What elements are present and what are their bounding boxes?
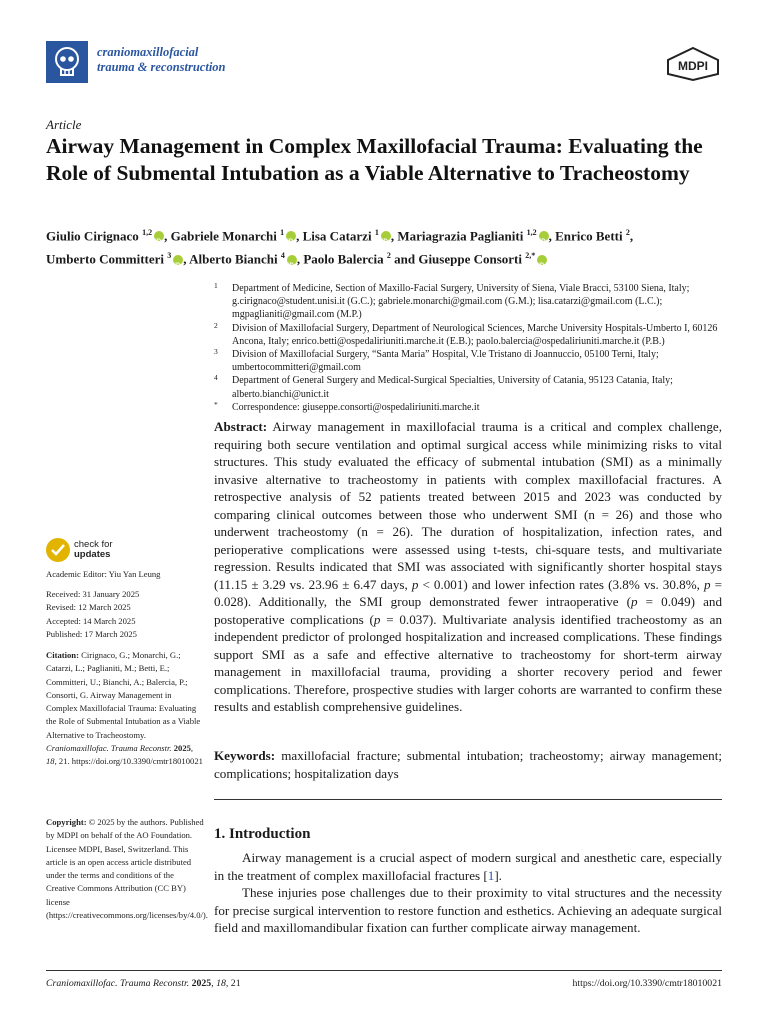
abstract-text-2: < 0.001) and lower infection rates (3.8% vs. 30.8%, [418, 576, 704, 592]
section-heading: 1. Introduction [214, 826, 311, 842]
article-type: Article [46, 117, 82, 132]
author-affiliation-marker: 2 [386, 251, 391, 261]
affiliation-text: Correspondence: giuseppe.consorti@ospedaliriuniti.marche.it [232, 401, 480, 413]
keywords [214, 747, 722, 782]
author-name: Enrico Betti [555, 228, 623, 244]
revised-date: Revised: 12 March 2025 [46, 602, 131, 613]
author-separator: and [390, 251, 419, 267]
orcid-icon[interactable] [286, 231, 296, 241]
citation-doi[interactable]: , 21. https://doi.org/10.3390/cmtr18010021 [54, 756, 203, 767]
author-affiliation-marker: 1 [374, 228, 379, 237]
affiliation-text: Department of Medicine, Section of Maxillo-Facial Surgery, University of Siena, Viale Bracci, 53100 Siena, Italy; g.cirignaco@student.unisi.it (G.C.); gabriele.monarchi@gmail.com (G.M.); lisa.catarzi@gmail.com (L.C.); mgpaglianiti@gmail.com (M.P.) [232, 283, 690, 321]
author-affiliation-marker: 1 [280, 228, 285, 237]
accepted-date: Accepted: 14 March 2025 [46, 615, 136, 626]
affiliation-number: 3 [214, 347, 218, 357]
affiliation-text: Department of General Surgery and Medical-Surgical Specialties, University of Catania, 95123 Catania, Italy; alberto.bianchi@unict.it [232, 375, 673, 400]
affiliation-item [214, 282, 726, 322]
affiliation-text: Division of Maxillofacial Surgery, Department of Neurological Sciences, Marche University Hospitals-Umberto I, 60126 Ancona, Italy; enrico.betti@ospedaliriuniti.marche.it (E.B.); paolo.balercia@ospedaliriuniti.marche.it (P.B.) [232, 322, 718, 347]
affiliation-item [214, 401, 726, 414]
copyright-label: Copyright: [46, 817, 87, 827]
orcid-icon[interactable] [287, 255, 297, 265]
orcid-icon[interactable] [381, 231, 391, 241]
skull-logo-icon [46, 41, 88, 83]
affiliation-item [214, 374, 726, 400]
affiliation-item [214, 322, 726, 348]
footer-citation [46, 978, 241, 989]
intro-paragraph [214, 849, 722, 884]
author-separator: , [296, 251, 304, 267]
footer-volume: 18 [216, 978, 226, 989]
check-for-updates-label [74, 540, 113, 560]
footer-journal: Craniomaxillofac. Trauma Reconstr. [46, 978, 190, 989]
abstract-text-4: = 0.049) and postoperative complications ( [214, 594, 722, 627]
article-title: Airway Management in Complex Maxillofacial Trauma: Evaluating the Role of Submental Intubation as a Viable Alternative to Tracheostomy [46, 134, 703, 185]
abstract-p-symbol: p [411, 576, 419, 592]
author-separator: , [548, 228, 556, 244]
abstract-p-symbol: p [703, 576, 711, 592]
journal-name-line2: trauma & reconstruction [97, 60, 226, 74]
publisher-logo-text: MDPI [678, 59, 708, 73]
footer-doi-link[interactable]: https://doi.org/10.3390/cmtr18010021 [572, 978, 722, 989]
citation-label: Citation: [46, 650, 79, 660]
orcid-icon[interactable] [539, 231, 549, 241]
abstract-text-5: = 0.037). Multivariate analysis identified tracheostomy as an independent predictor of prolonged hospitalization and increased complications. These findings support SMI as a safe and effective alternative to tracheostomy for short-term airway management in maxillofacial trauma, providing a shorter recovery period and fewer complications. Therefore, prospective studies with larger cohorts are warranted to confirm these results and establish comprehensive guidelines. [214, 611, 722, 714]
check-for-updates-button[interactable] [46, 538, 176, 564]
footer-page: , 21 [225, 978, 241, 989]
intro-text: ]. [494, 867, 502, 883]
abstract-p-symbol: p [631, 594, 638, 609]
copyright-text: © 2025 by the authors. Published by MDPI on behalf of the AO Foundation. Licensee MDPI, Basel, Switzerland. This article is an open access article distributed under the terms and conditions of the Creative Commons Attribution (CC BY) license (https://creativecommons.org/licenses/by/4.0/). [46, 817, 208, 921]
affiliation-number: 1 [214, 281, 218, 290]
footer-divider [46, 970, 722, 971]
reference-link[interactable]: 1 [487, 867, 495, 883]
abstract-text-3: = 0.028). Additionally, the SMI group demonstrated fewer intraoperative ( [214, 576, 722, 609]
article-dates [46, 588, 204, 641]
journal-name-line1: craniomaxillofacial [97, 45, 199, 59]
footer-sep: , [211, 978, 217, 989]
author-name: Umberto Committeri [46, 251, 165, 267]
citation-volume: , 18 [46, 743, 194, 767]
copyright [46, 816, 208, 922]
publisher-logo [664, 46, 722, 82]
abstract-text-1: Airway management in maxillofacial trauma is a critical and complex challenge, requiring both secure ventilation and optimal surgical access while minimizing risks to vital structures. This study evaluated the efficacy of submental intubation (SMI) as a minimally invasive alternative to tracheostomy in patients with complex maxillofacial fractures. A retrospective analysis of 52 patients treated between 2015 and 2023 was conducted by comparing clinical outcomes between those who underwent SMI (n = 26) and those who underwent tracheostomy (n = 26). The duration of hospitalization, infection rates, and perioperative complications were assessed using t-tests, chi-square tests, and multivariate regression. Results indicated that SMI was associated with significantly shorter hospital stays (11.15 ± 3.29 vs. 23.96 ± 6.47 days, [214, 419, 722, 592]
author-list [46, 223, 726, 270]
orcid-icon[interactable] [537, 255, 547, 265]
author-affiliation-marker: 1,2 [142, 228, 153, 237]
author-separator: , [164, 228, 171, 244]
author-affiliation-marker: 3 [167, 251, 172, 261]
author-separator: , [296, 228, 303, 244]
author-name: Mariagrazia Paglianiti [397, 228, 524, 244]
citation-journal: Craniomaxillofac. Trauma Reconstr. [46, 743, 172, 754]
citation-text: Cirignaco, G.; Monarchi, G.; Catarzi, L.; Paglianiti, M.; Betti, E.; Committeri, U.; Bianchi, A.; Balercia, P.; Consorti, G. Airway Management in Complex Maxillofacial Trauma: Evaluating the Role of Submental Intubation as a Viable Alternative to Tracheostomy. [46, 650, 201, 740]
intro-paragraph: These injuries pose challenges due to their proximity to vital structures and the necessity for precise surgical intervention to restore function and esthetics. Achieving an adequate surgical field and maxillomandibular fixation can further complicate airway management. [214, 885, 722, 935]
orcid-icon[interactable] [173, 255, 183, 265]
keywords-text: maxillofacial fracture; submental intubation; tracheostomy; airway management; complications; hospitalization days [214, 748, 722, 781]
affiliations [214, 282, 726, 414]
citation [46, 649, 204, 769]
author-name: Gabriele Monarchi [170, 228, 277, 244]
affiliation-number: 2 [214, 320, 218, 330]
check-for-updates-line2: updates [74, 549, 111, 560]
author-name: Lisa Catarzi [302, 228, 372, 244]
author-separator: , [390, 228, 398, 244]
affiliation-number: 4 [214, 373, 218, 383]
mdpi-logo-icon [664, 46, 722, 82]
journal-name [97, 45, 226, 75]
academic-editor: Academic Editor: Yiu Yan Leung [46, 569, 161, 579]
abstract-p-symbol: p [373, 611, 381, 627]
affiliation-text: Division of Maxillofacial Surgery, “Santa Maria” Hospital, V.le Tristano di Joannuccio, 05100 Terni, Italy; umbertocommitteri@gmail.com [232, 349, 659, 374]
check-for-updates-icon [46, 538, 70, 562]
author-affiliation-marker: 2,* [525, 251, 536, 261]
author-separator: , [629, 228, 634, 244]
abstract-label: Abstract: [214, 419, 268, 434]
author-affiliation-marker: 1,2 [526, 228, 537, 237]
introduction-body [214, 849, 722, 937]
received-date: Received: 31 January 2025 [46, 589, 140, 599]
journal-logo [46, 41, 88, 83]
author-affiliation-marker: 4 [280, 251, 285, 261]
author-name: Paolo Balercia [303, 251, 384, 267]
abstract [214, 418, 722, 716]
orcid-icon[interactable] [154, 231, 164, 241]
published-date: Published: 17 March 2025 [46, 628, 137, 639]
intro-text: Airway management is a crucial aspect of modern surgical and anesthetic care, especially in the treatment of complex maxillofacial fractures [ [214, 850, 722, 883]
citation-year: 2025 [171, 743, 191, 754]
author-name: Giuseppe Consorti [418, 251, 522, 267]
author-name: Giulio Cirignaco [46, 228, 139, 244]
footer-year: 2025 [189, 978, 212, 989]
affiliation-item [214, 348, 726, 374]
check-for-updates-line1: check for [74, 539, 113, 550]
author-affiliation-marker: 2 [625, 228, 630, 237]
author-name: Alberto Bianchi [189, 251, 278, 267]
author-separator: , [183, 251, 190, 267]
keywords-label: Keywords: [214, 748, 276, 763]
affiliation-number: * [214, 399, 218, 409]
section-divider [214, 799, 722, 800]
